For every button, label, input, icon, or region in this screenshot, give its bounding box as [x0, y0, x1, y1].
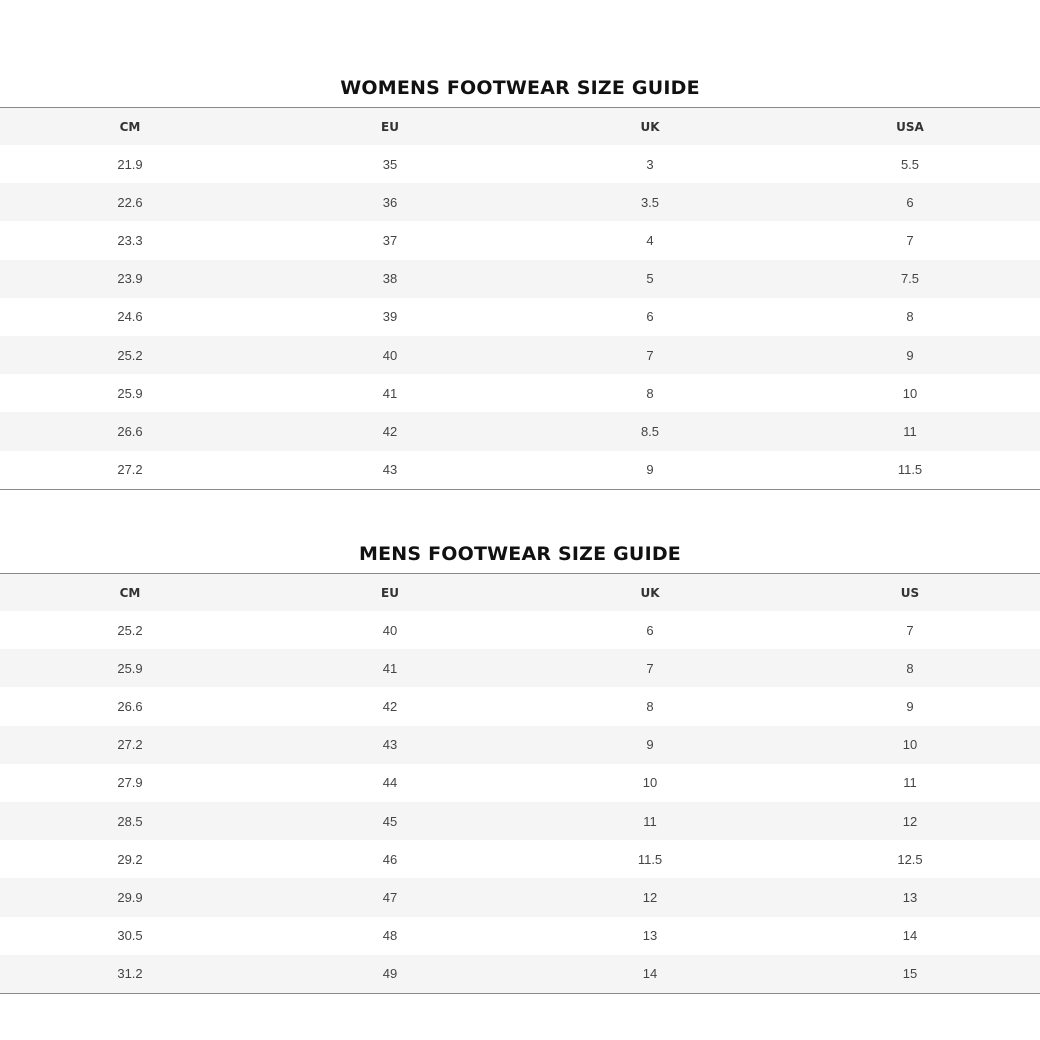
cell-cm: 24.6 — [117, 309, 143, 325]
cell-size: 10 — [780, 726, 1040, 764]
cell-eu: 42 — [260, 412, 520, 450]
column-header-cm: CM — [0, 574, 260, 612]
cell-cm: 25.2 — [0, 336, 260, 374]
table-row — [0, 221, 1040, 259]
cell-eu: 41 — [260, 649, 520, 687]
cell-size: 12.5 — [897, 851, 923, 867]
table-row — [0, 840, 1040, 878]
cell-eu: 37 — [382, 232, 398, 248]
table-row — [0, 802, 1040, 840]
cell-cm: 27.2 — [117, 462, 143, 478]
cell-eu: 40 — [382, 622, 398, 638]
cell-size: 8 — [780, 649, 1040, 687]
table-row — [0, 183, 1040, 221]
cell-uk: 10 — [642, 775, 658, 791]
mens-table-body — [0, 611, 1040, 993]
column-header-usa: USA — [780, 108, 1040, 146]
cell-cm: 31.2 — [0, 955, 260, 994]
cell-eu: 42 — [382, 698, 398, 714]
cell-size: 13 — [780, 878, 1040, 916]
table-row — [0, 726, 1040, 764]
cell-eu: 41 — [382, 385, 398, 401]
mens-guide-title: MENS FOOTWEAR SIZE GUIDE — [359, 543, 681, 565]
cell-size: 10 — [902, 385, 918, 401]
cell-uk: 8.5 — [520, 412, 780, 450]
table-row — [0, 374, 1040, 412]
table-row — [0, 412, 1040, 450]
cell-cm: 28.5 — [0, 802, 260, 840]
cell-uk: 13 — [642, 928, 658, 944]
table-row — [0, 878, 1040, 916]
cell-cm: 23.9 — [0, 260, 260, 298]
cell-size: 5.5 — [900, 156, 920, 172]
cell-cm: 22.6 — [0, 183, 260, 221]
column-header-uk: UK — [520, 574, 780, 612]
cell-size: 9 — [906, 698, 914, 714]
womens-size-table — [0, 107, 1040, 490]
column-header-eu: EU — [260, 108, 520, 146]
cell-size: 14 — [902, 928, 918, 944]
cell-uk: 7 — [520, 336, 780, 374]
cell-uk: 11.5 — [637, 851, 663, 867]
table-row — [0, 611, 1040, 649]
mens-header-row — [0, 574, 1040, 612]
cell-size: 11.5 — [897, 462, 923, 478]
table-row — [0, 260, 1040, 298]
column-header-cm: CM — [0, 108, 260, 146]
mens-size-table — [0, 573, 1040, 994]
cell-uk: 3 — [646, 156, 654, 172]
table-row — [0, 917, 1040, 955]
cell-eu: 43 — [382, 462, 398, 478]
cell-uk: 4 — [646, 232, 654, 248]
table-row — [0, 764, 1040, 802]
cell-cm: 21.9 — [117, 156, 143, 172]
womens-size-guide — [0, 69, 1040, 490]
cell-size: 11 — [903, 775, 917, 791]
cell-uk: 3.5 — [520, 183, 780, 221]
cell-uk: 8 — [646, 698, 654, 714]
cell-eu: 36 — [260, 183, 520, 221]
table-row — [0, 649, 1040, 687]
cell-uk: 14 — [520, 955, 780, 994]
cell-eu: 40 — [260, 336, 520, 374]
cell-cm: 25.9 — [117, 385, 143, 401]
column-header-uk: UK — [520, 108, 780, 146]
cell-size: 11 — [780, 412, 1040, 450]
cell-cm: 29.2 — [117, 851, 143, 867]
cell-eu: 43 — [260, 726, 520, 764]
cell-cm: 29.9 — [0, 878, 260, 916]
cell-size: 9 — [780, 336, 1040, 374]
cell-uk: 6 — [646, 309, 654, 325]
table-row — [0, 955, 1040, 994]
cell-cm: 25.2 — [117, 622, 143, 638]
table-row — [0, 451, 1040, 490]
mens-size-guide — [0, 535, 1040, 994]
cell-eu: 49 — [260, 955, 520, 994]
cell-eu: 46 — [382, 851, 398, 867]
womens-header-row — [0, 108, 1040, 146]
cell-uk: 9 — [520, 726, 780, 764]
womens-guide-title: WOMENS FOOTWEAR SIZE GUIDE — [340, 77, 700, 99]
cell-uk: 12 — [520, 878, 780, 916]
cell-cm: 30.5 — [117, 928, 143, 944]
cell-cm: 26.6 — [117, 698, 143, 714]
cell-uk: 6 — [646, 622, 654, 638]
cell-uk: 7 — [520, 649, 780, 687]
womens-table-body — [0, 145, 1040, 489]
cell-eu: 47 — [260, 878, 520, 916]
cell-eu: 38 — [260, 260, 520, 298]
cell-size: 12 — [780, 802, 1040, 840]
table-row — [0, 687, 1040, 725]
cell-uk: 11 — [520, 802, 780, 840]
cell-size: 7 — [906, 232, 914, 248]
cell-cm: 27.2 — [0, 726, 260, 764]
cell-cm: 23.3 — [117, 232, 143, 248]
cell-uk: 8 — [646, 385, 654, 401]
cell-cm: 25.9 — [0, 649, 260, 687]
cell-size: 7.5 — [780, 260, 1040, 298]
cell-size: 8 — [906, 309, 914, 325]
cell-size: 15 — [780, 955, 1040, 994]
column-header-eu: EU — [260, 574, 520, 612]
table-row — [0, 336, 1040, 374]
table-row — [0, 298, 1040, 336]
column-header-us: US — [780, 574, 1040, 612]
cell-uk: 9 — [646, 462, 654, 478]
cell-eu: 48 — [382, 928, 398, 944]
cell-eu: 39 — [382, 309, 398, 325]
table-row — [0, 145, 1040, 183]
cell-eu: 44 — [382, 775, 398, 791]
cell-cm: 27.9 — [117, 775, 143, 791]
cell-size: 7 — [906, 622, 914, 638]
cell-cm: 26.6 — [0, 412, 260, 450]
cell-eu: 35 — [382, 156, 398, 172]
cell-uk: 5 — [520, 260, 780, 298]
cell-size: 6 — [780, 183, 1040, 221]
cell-eu: 45 — [260, 802, 520, 840]
